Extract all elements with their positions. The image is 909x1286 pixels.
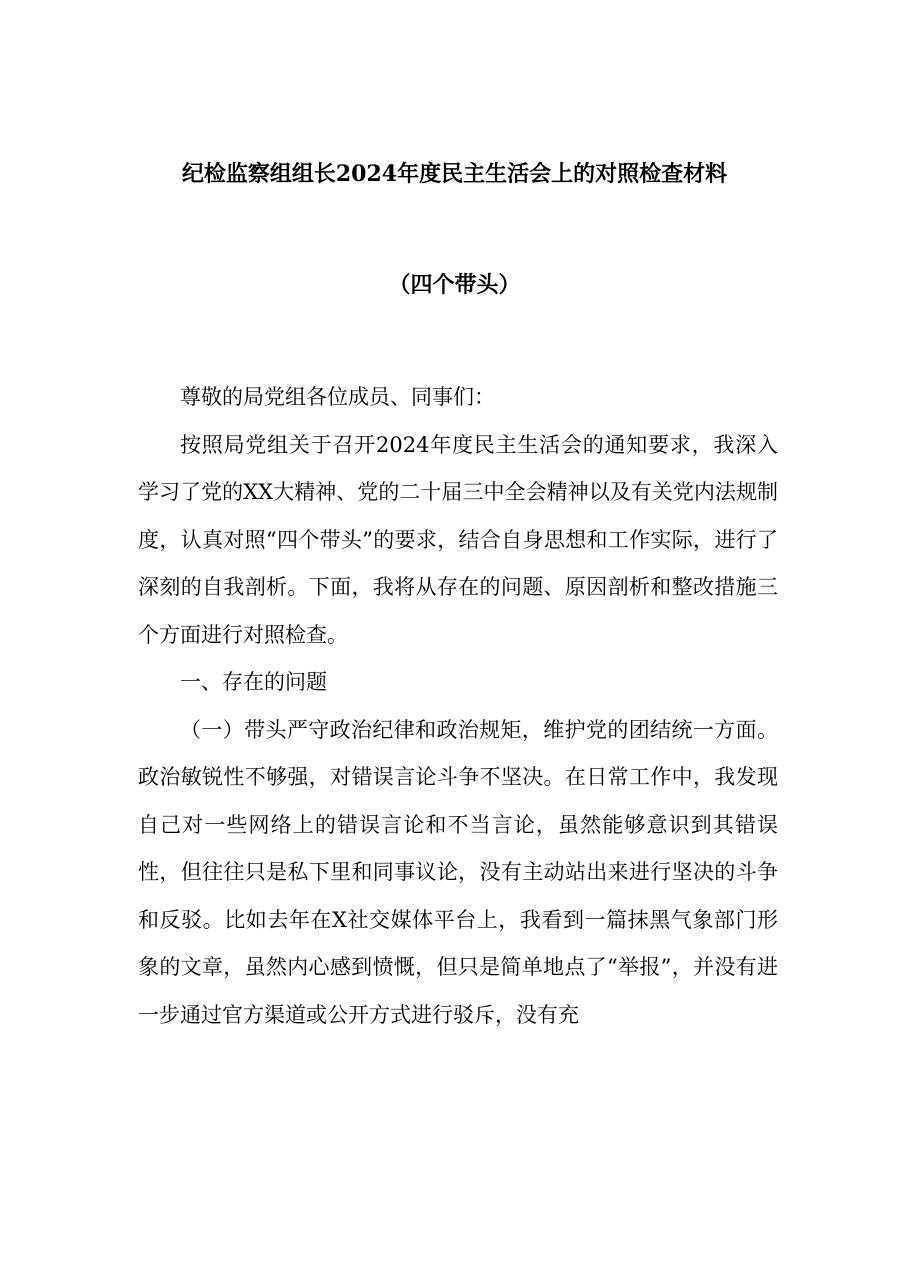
document-body — [138, 374, 778, 1039]
document-subtitle: （四个带头） — [388, 272, 521, 298]
document-title: 纪检监察组组长2024年度民主生活会上的对照检查材料 — [181, 161, 728, 187]
body-paragraph: （一）带头严守政治纪律和政治规矩，维护党的团结统一方面。政治敏锐性不够强，对错误言论斗争不坚决。在日常工作中，我发现自己对一些网络上的错误言论和不当言论，虽然能够意识到其错误性，但往往只是私下里和同事议论，没有主动站出来进行坚决的斗争和反驳。比如去年在X社交媒体平台上，我看到一篇抹黑气象部门形象的文章，虽然内心感到愤慨，但只是简单地点了“举报”，并没有进一步通过官方渠道或公开方式进行驳斥，没有充 — [138, 717, 778, 1027]
section-heading: 一、存在的问题 — [180, 670, 327, 694]
intro-paragraph: 按照局党组关于召开2024年度民主生活会的通知要求，我深入学习了党的XX大精神、党的二十届三中全会精神以及有关党内法规制度，认真对照“四个带头”的要求，结合自身思想和工作实际，进行了深刻的自我剖析。下面，我将从存在的问题、原因剖析和整改措施三个方面进行对照检查。 — [138, 432, 778, 647]
salutation-paragraph: 尊敬的局党组各位成员、同事们： — [180, 385, 495, 409]
